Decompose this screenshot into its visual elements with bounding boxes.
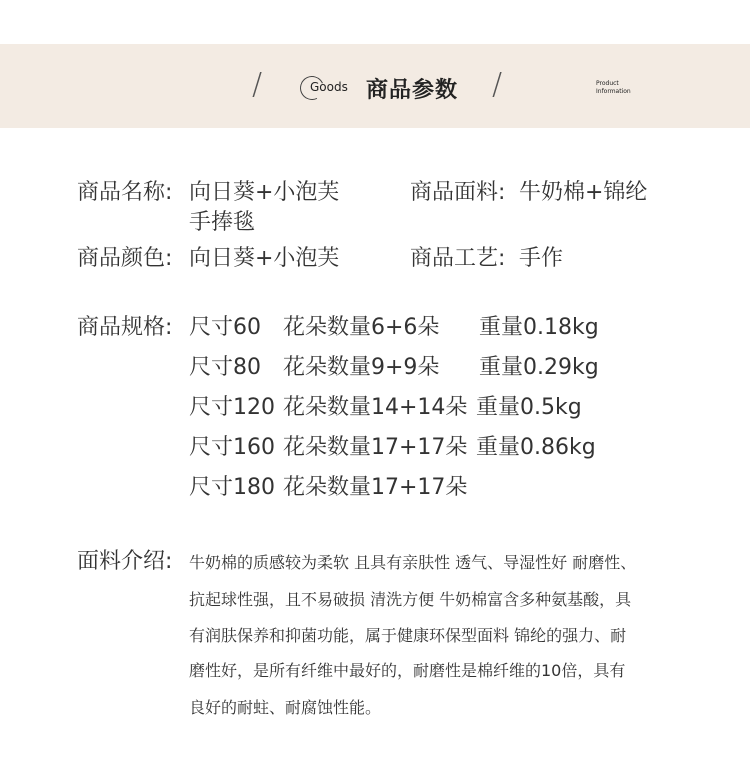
spec-flowers: 花朵数量17+17朵 (283, 435, 468, 460)
spec-weight: 重量0.5kg (476, 395, 582, 420)
craft-label: 商品工艺: (410, 246, 506, 271)
slash-divider-left: / (252, 67, 263, 102)
spec-size: 尺寸180 (189, 475, 275, 500)
fabric-label: 商品面料: (410, 180, 506, 205)
craft-value: 手作 (519, 246, 564, 271)
intro-line: 抗起球性强，且不易破损 清洗方便 牛奶棉富含多种氨基酸，具 (189, 590, 632, 609)
info-line-2: Information (596, 88, 631, 95)
spec-size: 尺寸80 (189, 355, 261, 380)
intro-line: 有润肤保养和抑菌功能，属于健康环保型面料 锦纶的强力、耐 (189, 626, 627, 645)
fabric-value: 牛奶棉+锦纶 (519, 180, 648, 205)
spec-flowers: 花朵数量9+9朵 (283, 355, 440, 380)
name-label: 商品名称: (77, 180, 173, 205)
spec-weight: 重量0.86kg (476, 435, 596, 460)
info-line-1: Product (596, 80, 619, 87)
spec-size: 尺寸160 (189, 435, 275, 460)
spec-size: 尺寸60 (189, 315, 261, 340)
color-value: 向日葵+小泡芙 (189, 246, 340, 271)
spec-flowers: 花朵数量17+17朵 (283, 475, 468, 500)
spec-weight: 重量0.29kg (479, 355, 599, 380)
intro-line: 牛奶棉的质感较为柔软 且具有亲肤性 透气、导湿性好 耐磨性、 (189, 553, 637, 572)
name-value-line2: 手捧毯 (189, 210, 256, 235)
color-label: 商品颜色: (77, 246, 173, 271)
intro-line: 磨性好，是所有纤维中最好的，耐磨性是棉纤维的10倍，具有 (189, 661, 626, 680)
spec-flowers: 花朵数量6+6朵 (283, 315, 440, 340)
spec-flowers: 花朵数量14+14朵 (283, 395, 468, 420)
goods-word: Goods (310, 80, 348, 94)
intro-line: 良好的耐蛀、耐腐蚀性能。 (189, 698, 382, 717)
slash-divider-right: / (492, 67, 503, 102)
spec-size: 尺寸120 (189, 395, 275, 420)
spec-label: 商品规格: (77, 315, 173, 340)
product-information-label (596, 80, 631, 96)
page-title: 商品参数 (366, 78, 459, 103)
spec-weight: 重量0.18kg (479, 315, 599, 340)
name-value-line1: 向日葵+小泡芙 (189, 180, 340, 205)
intro-label: 面料介绍: (77, 549, 173, 574)
